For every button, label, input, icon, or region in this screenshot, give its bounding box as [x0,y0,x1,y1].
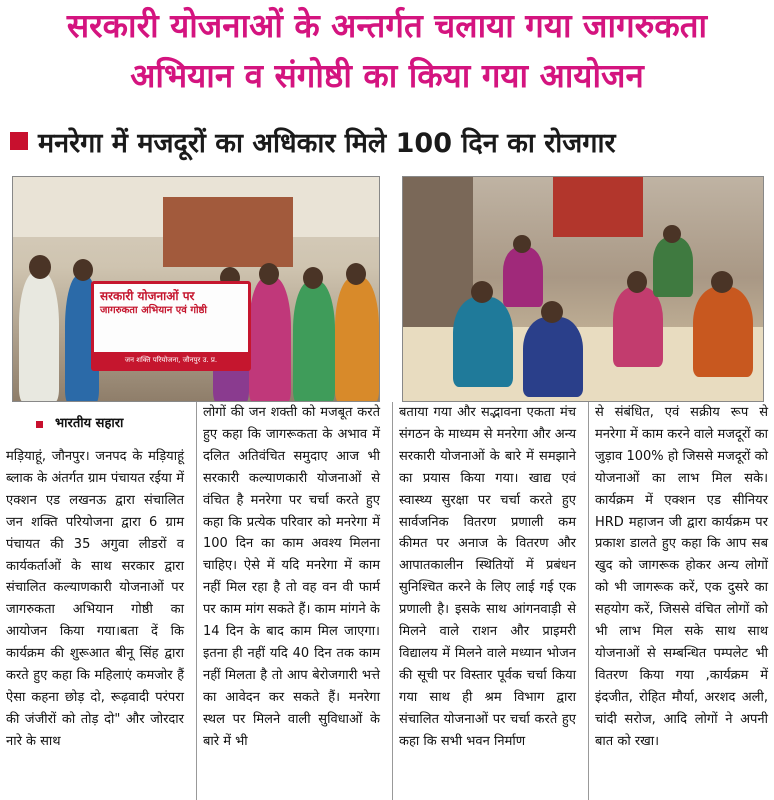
article-column-2 [196,402,386,800]
square-bullet-icon [10,132,28,150]
byline-text: भारतीय सहारा [55,416,124,432]
article-text-col-3: बताया गया और सद्भावना एकता मंच संगठन के माध्यम से मनरेगा और अन्य सरकारी योजनाओं के बारे में समझाने का प्रयास किया गया। खाद्य एवं स्वास्थ्य सुरक्षा पर चर्चा करते हुए सार्वजनिक वितरण प्रणाली कम कीमत पर अनाज के वितरण और आपातकालीन स्थितियों में प्रबंधन सुनिश्चित करने के लिए लाई गई एक प्रणाली है। इसके साथ आंगनवाड़ी से मिलने वाले राशन और प्राइमरी विद्यालय में मिलने वाले मध्यान भोजन की सूची पर विस्तार पूर्वक चर्चा किया गया साथ ही श्रम विभाग द्वारा संचालित योजनाओं पर चर्चा करते हुए कहा कि सभी भवन निर्माण [399,405,576,749]
subheadline-text: मनरेगा में मजदूरों का अधिकार मिले 100 दिन का रोजगार [38,127,616,159]
article-text-col-2: लोगों की जन शक्ती को मजबूत करते हुए कहा कि जागरूकता के अभाव में दलित अतिवंचित समुदाए आज भी सरकारी कल्याणकारी योजनाओं से वंचित है मनरेगा पर चर्चा करते हुए कहा कि प्रत्येक परिवार को मनरेगा में 100 दिन का काम अवश्य मिलना चाहिए। ऐसे में यदि मनरेगा में काम नहीं मिल रहा है तो वह वन वी फार्म पर काम मांग सकते हैं। काम मांगने के 14 दिन के बाद काम मिल जाएगा। इतना ही नहीं यदि 40 दिन तक काम नहीं मिलता है तो आप बेरोजगारी भत्ते का आवेदन कर सकते हैं। मनरेगा स्थल पर मिलने वाली सुविधाओं के बारे में भी [203,405,380,749]
headline-line-2: अभियान व संगोष्ठी का किया गया आयोजन [130,56,644,95]
banner-subtitle: जागरुकता अभियान एवं गोष्ठी [100,305,208,316]
article-column-1 [0,402,190,800]
event-banner [91,281,251,371]
article-text-col-1: मड़ियाहूं, जौनपुर। जनपद के मड़ियाहूं ब्लाक के अंतर्गत ग्राम पंचायत रईया में एक्शन एड लखनऊ द्वारा संचालित जन शक्ति परियोजना द्वारा 6 ग्राम पंचायत की 35 अगुवा लीडरों व कार्यकर्ताओं के साथ सरकार द्वारा संचालित कल्याणकारी योजनाओं पर जागरुकता अभियान गोष्ठी का आयोजन किया गया।बता दें कि कार्यक्रम की शुरूआत बीनू सिंह द्वारा करते हुए कहा कि महिलाएं कमजोर हैं ऐसा कहना छोड़ दो, रूढ़वादी परंपरा की जंजीरों को तोड़ दो" और जोरदार नारे के साथ [6,449,184,749]
article-column-3 [392,402,582,800]
square-bullet-icon [36,421,43,428]
banner-title: सरकारी योजनाओं पर [100,289,195,303]
byline [6,402,184,446]
article-text-col-4: से संबंधित, एवं सक्रीय रूप से मनरेगा में काम करने वाले मजदूरों का जुड़ाव 100% हो जिससे मजदूरों को योजनाओं का लाभ मिल सके। कार्यक्रम में एक्शन एड सीनियर HRD महाजन जी द्वारा कार्यक्रम पर प्रकाश डालते हुए कहा कि आप सब खुद को जागरूक होकर अन्य लोगों को भी जागरूक करें, एक दुसरे का सहयोग करें, जिससे वंचित लोगों को भी लाभ मिल सके साथ साथ योजनाओं से सम्बन्धित पम्पलेट भी वितरण किया गया ,कार्यक्रम में इंदजीत, रोहित मौर्या, अरशद अली, चांदी सरोज, आदि लोगों ने अपनी बात को रखा। [595,405,768,749]
photo-meeting-group [12,176,380,402]
headline-line-1: सरकारी योजनाओं के अन्तर्गत चलाया गया जागरुकता [66,6,708,45]
subheadline [10,118,770,164]
article-column-4 [588,402,774,800]
banner-footer: जन शक्ति परियोजना, जौनपुर उ. प्र. [94,352,248,368]
photo-seated-gathering [402,176,764,402]
